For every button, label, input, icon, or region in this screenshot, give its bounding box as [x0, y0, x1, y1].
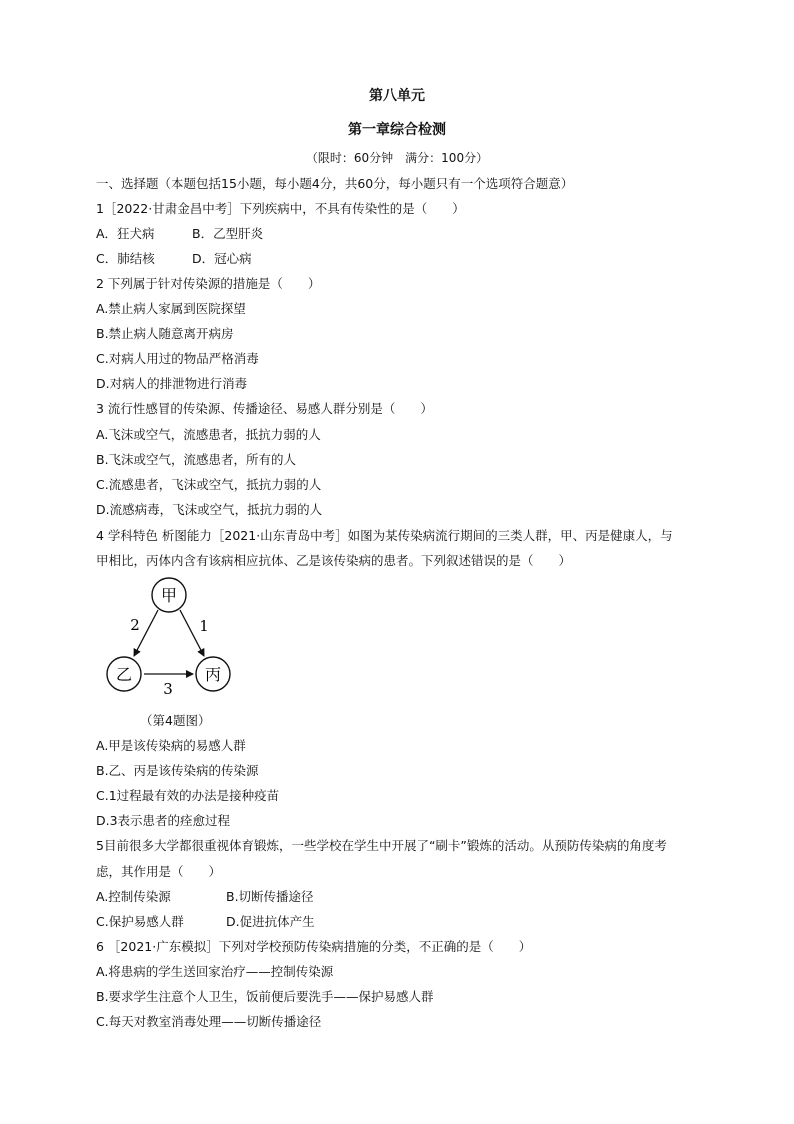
question-6-stem: 6 ［2021·广东模拟］下列对学校预防传染病措施的分类，不正确的是（ ）	[96, 939, 532, 954]
option-d: D.促进抗体产生	[226, 914, 315, 929]
node-bing-label: 丙	[204, 665, 222, 684]
option-c: C.保护易感人群	[96, 914, 184, 929]
question-3-option-a: A.飞沫或空气，流感患者，抵抗力弱的人	[96, 427, 321, 442]
node-jia-label: 甲	[160, 586, 178, 605]
question-3-option-d: D.流感病毒，飞沫或空气，抵抗力弱的人	[96, 502, 323, 517]
question-4-option-d: D.3表示患者的痊愈过程	[96, 813, 231, 828]
question-6-option-a: A.将患病的学生送回家治疗——控制传染源	[96, 964, 334, 979]
question-2-stem: 2 下列属于针对传染源的措施是（ ）	[96, 276, 321, 291]
option-b: B.切断传播途径	[226, 889, 314, 904]
question-1-stem: 1［2022·甘肃金昌中考］下列疾病中，不具有传染性的是（ ）	[96, 201, 465, 216]
question-5-options-row1	[96, 889, 314, 905]
option-b: B．乙型肝炎	[192, 226, 264, 241]
option-c: C．肺结核	[96, 251, 155, 266]
question-4-stem-line1: 4 学科特色 析图能力［2021·山东青岛中考］如图为某传染病流行期间的三类人群，甲、丙是健康人，与	[96, 528, 673, 543]
unit-title: 第八单元	[369, 88, 425, 104]
question-6-option-c: C.每天对教室消毒处理——切断传播途径	[96, 1014, 322, 1029]
question-5-options-row2	[96, 914, 315, 930]
question-2-option-a: A.禁止病人家属到医院探望	[96, 301, 246, 316]
question-4-stem-line2: 甲相比，丙体内含有该病相应抗体、乙是该传染病的患者。下列叙述错误的是（ ）	[96, 553, 572, 568]
question-5-stem-line2: 虑，其作用是（ ）	[96, 864, 222, 879]
arrow-3-label: 3	[163, 680, 173, 698]
chapter-title: 第一章综合检测	[348, 122, 446, 138]
figure-caption: （第4题图）	[140, 713, 211, 728]
question-3-option-c: C.流感患者，飞沫或空气，抵抗力弱的人	[96, 477, 322, 492]
question-5-stem-line1: 5目前很多大学都很重视体育锻炼，一些学校在学生中开展了“刷卡”锻炼的活动。从预防传染病的角度考	[96, 838, 667, 853]
exam-meta: （限时：60分钟 满分：100分）	[305, 151, 489, 165]
question-3-stem: 3 流行性感冒的传染源、传播途径、易感人群分别是（ ）	[96, 401, 433, 416]
question-2-option-c: C.对病人用过的物品严格消毒	[96, 351, 259, 366]
question-4-option-c: C.1过程最有效的办法是接种疫苗	[96, 788, 280, 803]
question-2-option-b: B.禁止病人随意离开病房	[96, 326, 234, 341]
option-a: A．狂犬病	[96, 226, 155, 241]
question-4-option-b: B.乙、丙是该传染病的传染源	[96, 763, 259, 778]
question-4-option-a: A.甲是该传染病的易感人群	[96, 738, 246, 753]
section-title: 一、选择题（本题包括15小题，每小题4分，共60分，每小题只有一个选项符合题意）	[96, 176, 574, 191]
question-2-option-d: D.对病人的排泄物进行消毒	[96, 376, 248, 391]
question-6-option-b: B.要求学生注意个人卫生，饭前便后要洗手——保护易感人群	[96, 989, 434, 1004]
node-yi-label: 乙	[115, 665, 133, 684]
question-1-options-row1	[96, 226, 264, 242]
option-a: A.控制传染源	[96, 889, 171, 904]
arrow-2-label: 2	[130, 616, 140, 634]
question-1-options-row2	[96, 251, 252, 267]
transmission-diagram	[96, 576, 246, 701]
question-3-option-b: B.飞沫或空气，流感患者，所有的人	[96, 452, 297, 467]
arrow-1-label: 1	[199, 617, 209, 635]
option-d: D．冠心病	[192, 251, 252, 266]
